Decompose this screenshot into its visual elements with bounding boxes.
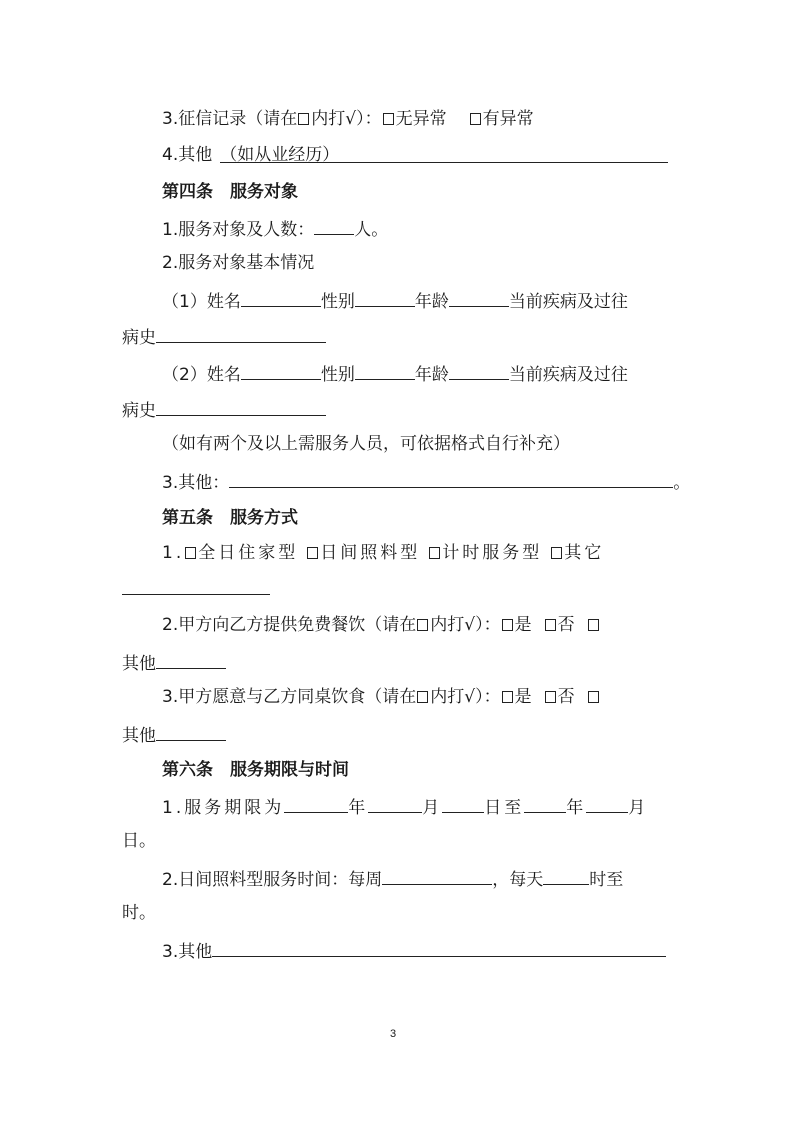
same-table-other-field[interactable] (156, 722, 226, 741)
end-hour-line: 时。 (122, 903, 156, 923)
service-type-line: 1. 全日住家型 日间照料型 计时服务型 其它 (162, 543, 605, 563)
service-term-line: 1.服务期限为 年 月 日至 年 月 (162, 794, 648, 819)
free-meal-other-field[interactable] (156, 650, 226, 669)
checkbox-meal-yes[interactable] (502, 619, 513, 631)
start-hour-field[interactable] (543, 866, 589, 885)
free-meal-line: 2.甲方向乙方提供免费餐饮（请在 内打√）： 是 否 (162, 614, 601, 636)
other-type-field[interactable] (122, 594, 270, 595)
other-4-field[interactable]: （如从业经历） (220, 144, 668, 163)
additional-note: （如有两个及以上需服务人员，可依据格式自行补充） (162, 434, 570, 454)
basic-info-heading: 2.服务对象基本情况 (162, 253, 315, 273)
checkbox-meal-other[interactable] (588, 619, 599, 631)
term-end-day-line: 日。 (122, 831, 156, 851)
person-2-history-line: 病史 (122, 397, 326, 422)
checkbox-hourly[interactable] (429, 547, 440, 559)
checkbox-abnormal[interactable] (470, 113, 481, 125)
checkbox-icon[interactable] (298, 113, 309, 125)
term-start-year-field[interactable] (284, 794, 348, 813)
checkbox-day-care[interactable] (307, 547, 318, 559)
person-1-line: （1）姓名 性别 年龄 当前疾病及过往 (162, 288, 628, 313)
checkbox-icon (417, 619, 428, 631)
person-2-gender-field[interactable] (355, 361, 415, 380)
service-count-line: 1.服务对象及人数： 人。 (162, 216, 388, 241)
art4-other-field[interactable] (229, 469, 673, 488)
checkbox-table-yes[interactable] (502, 691, 513, 703)
article-5-heading: 第五条 服务方式 (162, 508, 298, 528)
days-per-week-field[interactable] (382, 866, 492, 885)
article-4-heading: 第四条 服务对象 (162, 182, 298, 202)
person-2-name-field[interactable] (241, 361, 321, 380)
person-2-age-field[interactable] (449, 361, 509, 380)
service-count-field[interactable] (314, 216, 354, 235)
page-number: 3 (390, 1028, 397, 1040)
art6-other-field[interactable] (212, 938, 666, 957)
other-line-4: 4.其他 （如从业经历） (162, 144, 668, 166)
credit-record-line: 3.征信记录（请在 内打√）： 无异常 有异常 (162, 109, 534, 129)
day-care-hours-line: 2.日间照料型服务时间：每周 ，每天 时至 (162, 866, 623, 891)
free-meal-other-line: 其他 (122, 650, 226, 675)
art4-other-line: 3.其他： 。 (162, 469, 690, 494)
term-end-month-field[interactable] (586, 794, 628, 813)
person-1-history-line: 病史 (122, 324, 326, 349)
checkbox-table-other[interactable] (588, 691, 599, 703)
term-start-month-field[interactable] (368, 794, 422, 813)
checkbox-table-no[interactable] (545, 691, 556, 703)
term-end-year-field[interactable] (524, 794, 566, 813)
person-2-line: （2）姓名 性别 年龄 当前疾病及过往 (162, 361, 628, 386)
person-1-gender-field[interactable] (355, 288, 415, 307)
checkbox-other-type[interactable] (551, 547, 562, 559)
person-2-history-field[interactable] (156, 397, 326, 416)
checkbox-full-day-live-in[interactable] (185, 547, 196, 559)
person-1-name-field[interactable] (241, 288, 321, 307)
checkbox-no-abnormal[interactable] (383, 113, 394, 125)
person-1-age-field[interactable] (449, 288, 509, 307)
same-table-line: 3.甲方愿意与乙方同桌饮食（请在 内打√）： 是 否 (162, 686, 601, 708)
term-start-day-field[interactable] (442, 794, 484, 813)
person-1-history-field[interactable] (156, 324, 326, 343)
checkbox-meal-no[interactable] (545, 619, 556, 631)
art6-other-line: 3.其他 (162, 938, 666, 963)
article-6-heading: 第六条 服务期限与时间 (162, 760, 349, 780)
same-table-other-line: 其他 (122, 722, 226, 747)
checkbox-icon (417, 691, 428, 703)
